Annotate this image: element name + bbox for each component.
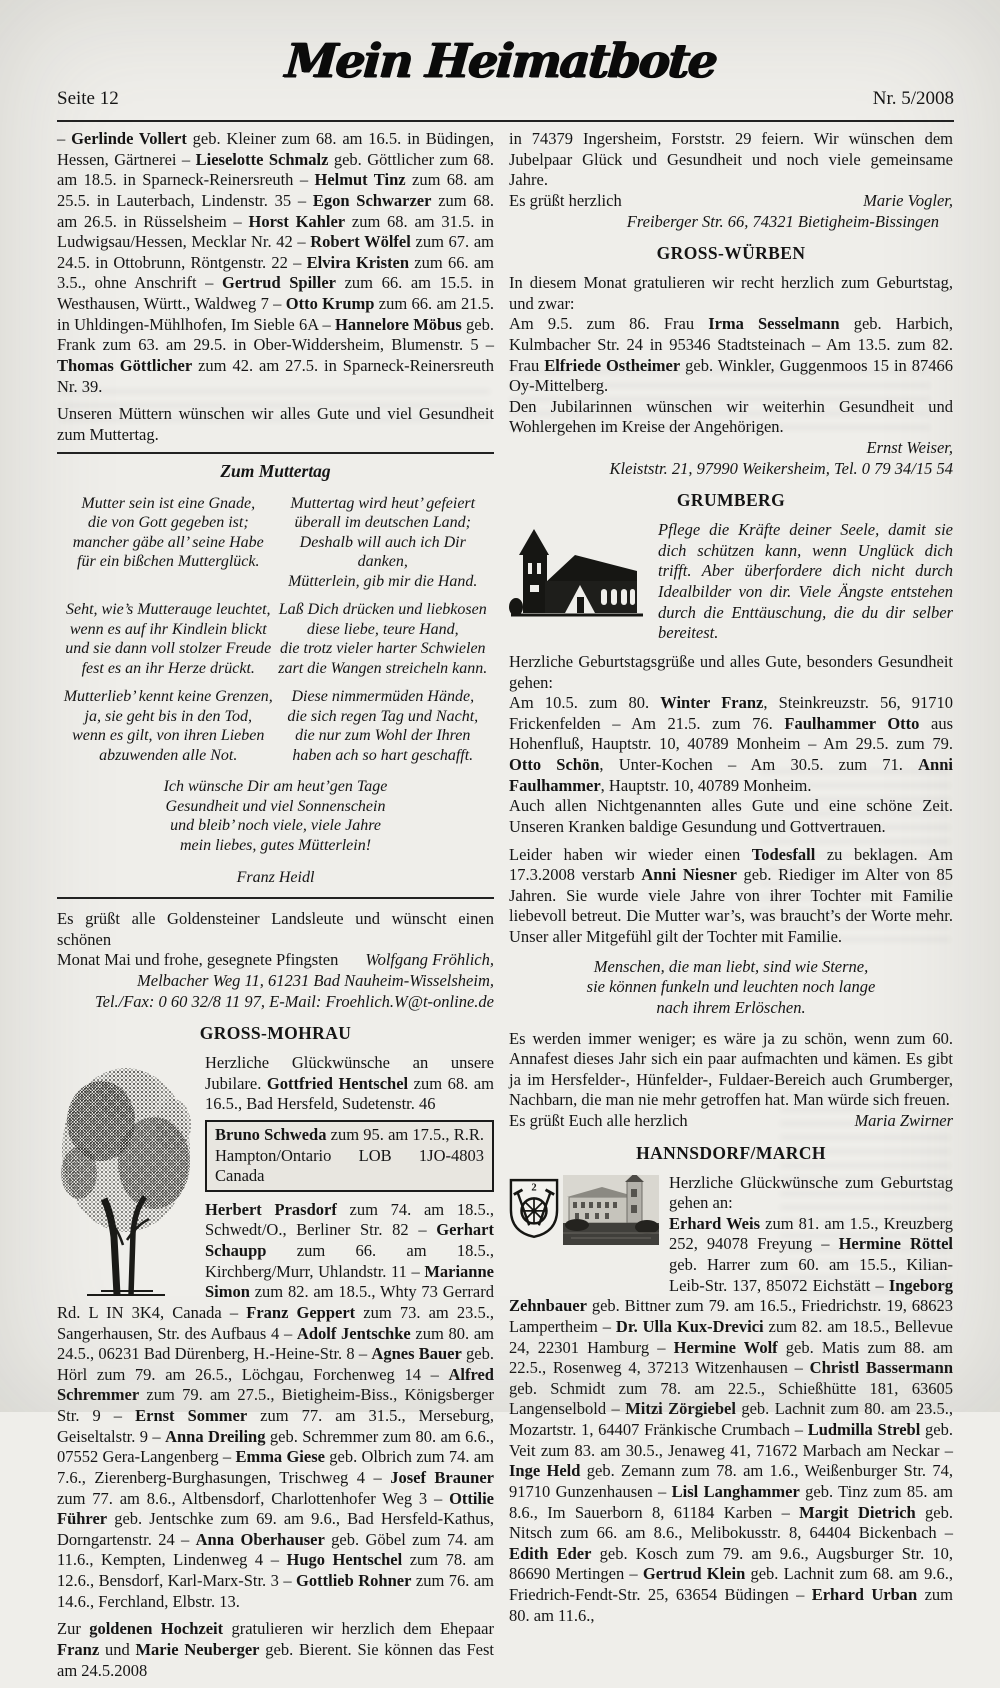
poem-stanza: Mutter sein ist eine Gnade, die von Gott gegeben ist; mancher gäbe all’ seine Habe für ein bißchen Mutterglück. [72, 494, 264, 571]
poem-stanza: Diese nimmermüden Hände, die sich regen Tag und Nacht, die nur zum Wohl der Ihren haben ach so hart geschafft. [287, 688, 479, 764]
right-column [509, 129, 953, 1626]
header-rule [57, 120, 954, 122]
poem-stanza-row [61, 600, 490, 678]
signature-row [57, 950, 494, 971]
greeting-label: Es grüßt Euch alle herzlich [509, 1111, 688, 1130]
closing-paragraph: Es werden immer weniger; es wäre ja zu schön, wenn zum 60. Annafest dieses Jahr sich ein paar aufmachten und kämen. Es gibt ja im Hersfelder-, Hünfelder-, Fuldaer-Bereich auch Grumberger, Nachbarn, die man nie mehr getroffen hat. Man würde sich freuen. [509, 1028, 953, 1110]
birthday-greetings-intro: Herzliche Glückwünsche zum Geburtstag gehen an: [669, 1172, 953, 1213]
signature-name: Wolfgang Fröhlich, [365, 950, 494, 970]
poem-stanza: Mutterlieb’ kennt keine Grenzen, ja, sie geht bis in den Tod, wenn es gilt, von ihren Lieben abzuwenden alle Not. [63, 688, 273, 764]
mothers-day-note: Unseren Müttern wünschen wir alles Gute und viel Gesundheit zum Muttertag. [57, 404, 494, 444]
poem-stanza-row [61, 494, 490, 592]
signature-name: Ernst Weiser, [866, 438, 953, 457]
greeting-paragraph: Es grüßt alle Goldensteiner Landsleute und wünscht einen schönen [57, 909, 494, 949]
coat-digit: 2 [531, 1182, 537, 1194]
names-paragraph: Am 9.5. zum 86. Frau Irma Sesselmann geb. Harbich, Kulmbacher Str. 24 in 95346 Stadtsteinach – Am 13.5. zum 82. Frau Elfriede Ostheimer geb. Winkler, Guggenmoos 15 in 87466 Oy-Mittelberg. [509, 314, 954, 396]
birthday-list-paragraph: – Gerlinde Vollert geb. Kleiner zum 68. am 16.5. in Büdingen, Hessen, Gärtnerei – Lieselotte Schmalz geb. Göttlicher zum 68. am 18.5. in Sparneck-Reinersreuth – Helmut Tinz zum 68. am 25.5. in Lauterbach, Lindenstr. 35 – Egon Schwarzer zum 68. am 26.5. in Rüsselsheim – Horst Kahler zum 68. am 31.5. in Ludwigsau/Hessen, Mecklar Nr. 42 – Robert Wölfel zum 67. am 24.5. in Ottobrunn, Röntgenstr. 22 – Elvira Kristen zum 66. am 3.5., ohne Anschrift – Gertrud Spiller zum 66. am 15.5. in Westhausen, Württ., Waldweg 7 – Otto Krump zum 66. am 21.5. in Uhldingen-Mühlhofen, Im Sieble 6A – Hannelore Möbus geb. Frank zum 63. am 29.5. in Ober-Widdersheim, Blumenstr. 5 – Thomas Göttlicher zum 42. am 27.5. in Sparneck-Reinersreuth Nr. 39. [57, 129, 495, 396]
signature-name: Maria Zwirner [854, 1111, 953, 1130]
poem-final-stanza: Ich wünsche Dir am heut’gen Tage Gesundheit und viel Sonnenschein und bleib’ noch viele, viele Jahre mein liebes, gutes Mütterlein! [163, 778, 388, 854]
signature-address: Melbacher Weg 11, 61231 Bad Nauheim-Wisselsheim, [137, 970, 494, 990]
continuation-paragraph: in 74379 Ingersheim, Forststr. 29 feiern. Wir wünschen dem Jubelpaar Glück und Gesundheit und noch viele gemeinsame Jahre. [509, 129, 953, 190]
poem-box [57, 452, 494, 899]
masthead-title: Mein Heimatbote [282, 34, 718, 89]
obituary-paragraph: Leider haben wir wieder einen Todesfall zu beklagen. Am 17.3.2008 verstarb Anni Niesner geb. Riediger im Alter von 85 Jahren. Sie wurde viele Jahre von ihrer Tochter mit Familie liebevoll betreut. Die Mutter war’s, was braucht’s der Worte mehr. Unser aller Mitgefühl gilt der Tochter mit Familie. [509, 844, 953, 946]
golden-wedding-paragraph: Zur goldenen Hochzeit gratulieren wir herzlich dem Ehepaar Franz und Marie Neuberger geb. Bierent. Sie können das Fest am 24.5.2008 [57, 1619, 494, 1680]
poem-title: Zum Muttertag [220, 461, 331, 482]
hannsdorf-images [509, 1175, 659, 1275]
signature-contact: Tel./Fax: 0 60 32/8 11 97, E-Mail: Froehlich.W@t-online.de [94, 991, 494, 1011]
birthday-greetings-intro: Herzliche Geburtstagsgrüße und alles Gute, besonders Gesundheit gehen: [509, 651, 953, 692]
section-heading-gross-mohrau: GROSS-MOHRAU [199, 1023, 352, 1044]
section-heading-hannsdorf: HANNSDORF/MARCH [636, 1142, 826, 1163]
poem-stanza: Laß Dich drücken und liebkosen diese liebe, teure Hand, die trotz vieler harter Schwielen zart die Wangen streicheln kann. [278, 601, 488, 677]
coat-of-arms-icon [509, 1175, 559, 1241]
section-heading-grumberg: GRUMBERG [676, 490, 786, 511]
names-paragraph: Erhard Weis zum 81. am 1.5., Kreuzberg 252, 94078 Freyung – Hermine Röttel geb. Harrer zum 60. am 15.5., Kilian-Leib-Str. 137, 85072 Eichstätt – Ingeborg Zehnbauer geb. Bittner zum 79. am 16.5., Friedrichstr. 19, 68623 Lampertheim – Dr. Ulla Kux-Drevici zum 82. am 18.5., Bellevue 24, 22301 Hamburg – Hermine Wolf geb. Matis zum 88. am 22.5., Rosenweg 4, 37213 Witzenhausen – Christl Bassermann geb. Schmidt zum 78. am 22.5., Schießhütte 181, 63605 Langenselbold – Mitzi Zörgiebel geb. Lachnit zum 80. am 23.5., Mozartstr. 1, 64407 Fränkische Crumbach – Ludmilla Strebl geb. Veit zum 83. am 30.5., Jenaweg 41, 71672 Marbach am Neckar – Inge Held geb. Zemann zum 78. am 1.6., Weißenburger Str. 74, 91710 Gunzenhausen – Lisl Langhammer geb. Tinz zum 85. am 8.6., Im Sauerborn 8, 61184 Karben – Margit Dietrich geb. Nitsch zum 66. am 8.6., Melibokusstr. 8, 64404 Bickenbach – Edith Eder geb. Kosch zum 79. am 9.6., Augsburger Str. 10, 86690 Mertingen – Gertrud Klein geb. Lachnit zum 68. am 9.6., Friedrich-Fendt-Str. 25, 63654 Büdingen – Erhard Urban zum 80. am 11.6., [509, 1213, 954, 1625]
jubilare-intro-paragraph: Herzliche Glückwünsche an unsere Jubilare. Gottfried Hentschel zum 68. am 16.5., Bad Hersfeld, Sudetenstr. 46 [205, 1053, 494, 1114]
signature-address: Freiberger Str. 66, 74321 Bietigheim-Bissingen [626, 211, 939, 231]
castle-photo [563, 1175, 659, 1245]
signature-row [509, 191, 953, 212]
section-heading-gross-wuerben: GROSS-WÜRBEN [656, 243, 806, 264]
issue-number-label: Nr. 5/2008 [872, 88, 954, 109]
greeting-label: Es grüßt herzlich [509, 190, 622, 210]
greeting-line: Monat Mai und frohe, gesegnete Pfingsten [57, 950, 339, 970]
signature-name: Marie Vogler, [863, 190, 953, 210]
left-column [57, 129, 494, 1688]
signature-row [509, 1111, 953, 1132]
names-paragraph: Herbert Prasdorf zum 74. am 18.5., Schwedt/O., Berliner Str. 82 – Gerhart Schaupp zum 66. am 18.5., Kirchberg/Murr, Uhlandstr. 11 – Marianne Simon zum 82. am 18.5., Whty 73 Gerrard Rd. L IN 3K4, Canada – Franz Geppert zum 73. am 23.5., Sangerhausen, Str. des Aufbaus 4 – Adolf Jentschke zum 80. am 24.5., 06231 Bad Dürenberg, H.-Heine-Str. 8 – Agnes Bauer geb. Hörl zum 79. am 26.5., Löchgau, Forchenweg 14 – Alfred Schremmer zum 79. am 27.5., Bietigheim-Biss., Königsberger Str. 9 – Ernst Sommer zum 77. am 31.5., Merseburg, Geiseltalstr. 9 – Anna Dreiling geb. Schremmer zum 80. am 6.6., 07552 Gera-Langenberg – Emma Giese geb. Olbrich zum 74. am 7.6., Zierenberg-Burghasungen, Trischweg 4 – Josef Brauner zum 77. am 8.6., Altbensdorf, Charlottenhofer Weg 3 – Ottilie Führer geb. Jentschke zum 69. am 9.6., Bad Hersfeld-Kathus, Dorngartenstr. 24 – Anna Oberhauser geb. Göbel zum 74. am 11.6., Kempten, Lindenweg 4 – Hugo Hentschel zum 78. am 12.6., Bensdorf, Karl-Marx-Str. 3 – Gottlieb Rohner zum 76. am 14.6., Ferchland, Elbstr. 13. [57, 1199, 494, 1611]
poem-stanza: Seht, wie’s Mutterauge leuchtet, wenn es auf ihr Kindlein blickt und sie dann voll stolzer Freude fest es an ihr Herze drückt. [65, 601, 272, 677]
signature-address: Kleiststr. 21, 97990 Weikersheim, Tel. 0 79 34/15 54 [609, 458, 953, 478]
memorial-verse: Menschen, die man liebt, sind wie Sterne, sie können funkeln und leuchten noch lange nach ihrem Erlöschen. [586, 956, 876, 1017]
wellwishes-paragraph: Auch allen Nichtgenannten alles Gute und eine schöne Zeit. Unseren Kranken baldige Gesundung und Gottvertrauen. [509, 796, 953, 836]
church-illustration [509, 523, 645, 623]
poem-stanza: Muttertag wird heut’ gefeiert überall im deutschen Land; Deshalb will auch ich Dir danken, Mütterlein, gib mir die Hand. [288, 494, 478, 590]
signature-row [509, 438, 953, 459]
wellwishes-paragraph: Den Jubilarinnen wünschen wir weiterhin Gesundheit und Wohlergehen im Kreise der Angehörigen. [509, 396, 953, 437]
poem-author: Franz Heidl [236, 869, 315, 887]
highlight-box: Bruno Schweda zum 95. am 17.5., R.R. Hampton/Ontario LOB 1JO-4803 Canada [205, 1120, 494, 1192]
tree-illustration [57, 1055, 195, 1299]
poem-stanza-row [61, 687, 490, 765]
page-number-label: Seite 12 [57, 88, 119, 109]
congratulations-intro: In diesem Monat gratulieren wir recht herzlich zum Geburtstag, und zwar: [509, 273, 953, 313]
names-paragraph: Am 10.5. zum 80. Winter Franz, Steinkreuzstr. 56, 91710 Frickenfelden – Am 21.5. zum 76. Faulhammer Otto aus Hohenfluß, Hauptstr. 10, 40789 Monheim – Am 29.5. zum 79. Otto Schön, Unter-Kochen – Am 30.5. zum 71. Anni Faulhammer, Hauptstr. 10, 40789 Monheim. [509, 693, 953, 795]
soul-quote: Pflege die Kräfte deiner Seele, damit sie dich schützen kann, wenn Unglück dich trifft. Aber überfordere dich nicht durch Idealbilder von dir. Viele Ängste entstehen durch die Enttäuschung, die du dir selber bereitest. [658, 520, 953, 643]
page-header [57, 88, 954, 110]
